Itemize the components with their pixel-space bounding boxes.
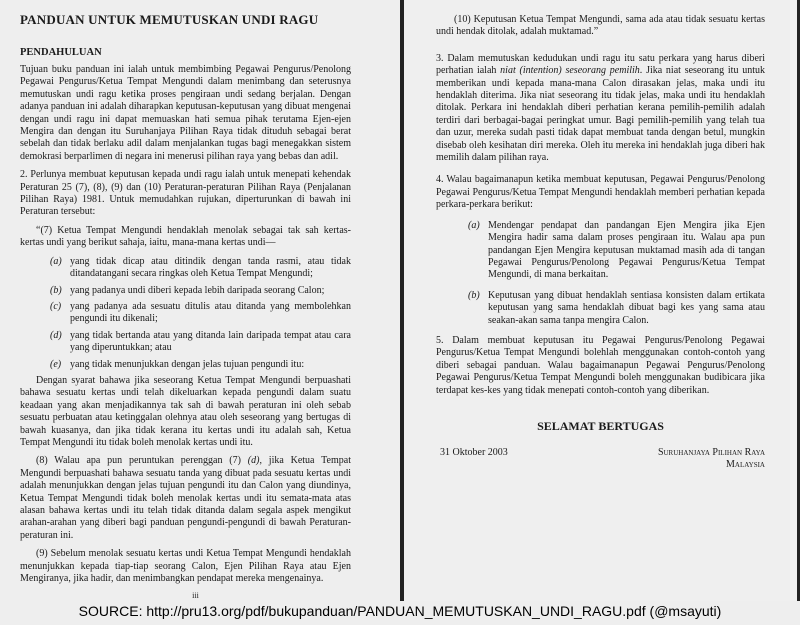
item-text: yang padanya undi diberi kepada lebih daripada seorang Calon; — [70, 284, 325, 296]
left-page — [0, 0, 400, 601]
regulation-8-ref: (d) — [247, 455, 260, 467]
regulation-7-item-a — [50, 256, 351, 281]
signatory-line-1: Suruhanjaya Pilihan Raya — [657, 446, 765, 458]
paragraph-3-text-cont: . Jika niat seseorang itu untuk memberikan undi kepada mana-mana Calon dirasakan jelas, maka undi itu hendaklah diterima. Jika niat seseorang itu tidak jelas, maka undi itu hendaklah ditolak. Perkara ini hendaklah diberi perhatian kerana pemilih-pemilih adalah terdiri dari berbagai-bagai peringkat umur. Bagi pemilih-pemilih yang telah tua dan uzur, mereka sudah pasti tidak dapat membuat tanda dengan betul, mungkin disebab oleh kesihatan diri mereka. Oleh itu mereka ini hendaklah juga diberi hak memilih dalam pilihan raya. — [436, 65, 765, 164]
paragraph-4-item-b — [468, 290, 765, 327]
page-number: iii — [192, 591, 199, 601]
regulation-10: (10) Keputusan Ketua Tempat Mengundi, sama ada atau tidak sesuatu kertas undi hendak ditolak, adalah muktamad.” — [436, 14, 765, 38]
source-caption: SOURCE: http://pru13.org/pdf/bukupanduan/PANDUAN_MEMUTUSKAN_UNDI_RAGU.pdf (@msayuti) — [78, 603, 722, 620]
section-heading: PENDAHULUAN — [20, 47, 102, 58]
item-label: (b) — [468, 289, 480, 301]
footer — [0, 601, 800, 625]
document-title: PANDUAN UNTUK MEMUTUSKAN UNDI RAGU — [20, 12, 319, 27]
item-label: (d) — [50, 329, 62, 341]
item-label: (b) — [50, 284, 62, 296]
item-text: yang tidak dicap atau ditindik dengan tanda rasmi, atau tidak ditandatangani secara ringkas oleh Ketua Tempat Mengundi; — [70, 255, 351, 280]
paragraph-1: Tujuan buku panduan ini ialah untuk membimbing Pegawai Pengurus/Penolong Pegawai Pengurus/Ketua Tempat Mengundi dalam menimbang dan seterusnya memutuskan undi ragu ketika proses pengiraan undi sedang berjalan. Dengan adanya panduan ini adalah diharapkan keputusan-keputusan yang dibuat mengenai dengan undi ragu ini dapat memuaskan hati semua pihak terutama Ejen-ejen Mengira dan dengan itu Suruhanjaya Pilihan Raya tidak dituduh sebagai berat sebelah dan tidak berlaku adil dalam menjalankan tugas bagi menegakkan sistem demokrasi berparlimen di negara ini menerusi pilihan raya yang bebas dan adil. — [20, 64, 351, 162]
signatory-line-2: Malaysia — [726, 459, 765, 471]
item-label: (a) — [468, 219, 480, 231]
regulation-8-text: (8) Walau apa pun peruntukan perenggan (7) — [36, 455, 248, 467]
regulation-8-text-cont: , jika Ketua Tempat Mengundi berpuashati bahawa sesuatu tanda yang dibuat pada sesuatu kertas undi adalah menunjukkan dengan jelas tujuan pengundi itu dan Calon yang diundinya, Ketua Tempat Mengundi tidak boleh menolak kertas undi itu semata-mata atas alasan bahawa kertas undi itu telah tidak ditanda dalam segala aspek mengikut arahan-arahan yang diberi bagi panduan pengundi-pengundi di bawah Peraturan-peraturan ini. — [20, 455, 351, 541]
paragraph-3-text: 3. Dalam memutuskan kedudukan undi ragu itu satu perkara yang harus diberi perhatian ialah — [436, 52, 765, 77]
proviso-paragraph: Dengan syarat bahawa jika seseorang Ketua Tempat Mengundi berpuashati bahawa sesuatu kertas undi telah dikeluarkan kepada pengundi dalam suatu keadaan yang akan menjadikannya tak sah di bawah peraturan ini oleh sebab sesuatu perbuatan atau ketinggalan olehnya atau oleh seseorang yang bertugas di bawah kuasanya, dan jika tidak kerana itu kertas undi itu adalah sah, Ketua Tempat Mengundi itu tidak boleh menolak kertas undi itu. — [20, 374, 351, 448]
item-label: (c) — [50, 300, 62, 312]
item-text: yang tidak menunjukkan dengan jelas tujuan pengundi itu: — [70, 358, 305, 370]
paragraph-3-emphasis: niat (intention) seseorang pemilih — [500, 65, 640, 77]
item-label: (e) — [50, 358, 62, 370]
paragraph-3 — [436, 53, 765, 165]
regulation-7-item-c — [50, 301, 351, 326]
regulation-8 — [20, 455, 351, 542]
item-text: Keputusan yang dibuat hendaklah sentiasa konsisten dalam ertikata keputusan yang sama hendaklah dibuat bagi kes yang sama atau seakan-akan sama tanpa mengira Calon. — [488, 289, 765, 326]
item-text: Mendengar pendapat dan pandangan Ejen Mengira jika Ejen Mengira hadir sama dalam proses pengiraan itu. Walau apa pun pandangan Ejen Mengira keputusan muktamad masih ada di tangan Pegawai Pengurus/Penolong Pegawai Pengurus/Ketua Tempat Mengundi, di mana berkaitan. — [488, 219, 765, 281]
regulation-7-item-d — [50, 330, 351, 355]
paragraph-4: 4. Walau bagaimanapun ketika membuat keputusan, Pegawai Pengurus/Penolong Pegawai Pengurus/Ketua Tempat Mengundi hendaklah memberi perhatian kepada perkara-perkara berikut: — [436, 174, 765, 211]
signature-block — [436, 447, 765, 472]
item-label: (a) — [50, 255, 62, 267]
item-text: yang padanya ada sesuatu ditulis atau ditanda yang membolehkan pengundi itu dikenali; — [70, 300, 351, 325]
right-page — [404, 0, 797, 601]
paragraph-2: 2. Perlunya membuat keputusan kepada undi ragu ialah untuk menepati kehendak Peraturan 25 (7), (8), (9) dan (10) Peraturan-peraturan Pilihan Raya (Penjalanan Pilihan Raya) 1981. Untuk memudahkan rujukan, diperturunkan di bawah ini Peraturan tersebut: — [20, 169, 351, 218]
paragraph-4-item-a — [468, 220, 765, 282]
item-text: yang tidak bertanda atau yang ditanda lain daripada tempat atau cara yang diperuntukkan; atau — [70, 329, 351, 354]
regulation-7-intro: “(7) Ketua Tempat Mengundi hendaklah menolak sebagai tak sah kertas-kertas undi yang berikut sahaja, iaitu, mana-mana kertas undi— — [20, 224, 351, 249]
document-date: 31 Oktober 2003 — [440, 446, 508, 458]
closing-greeting: SELAMAT BERTUGAS — [537, 418, 664, 433]
regulation-7-item-b — [50, 285, 351, 297]
regulation-9: (9) Sebelum menolak sesuatu kertas undi Ketua Tempat Mengundi hendaklah menunjukkan kepada tiap-tiap seorang Calon, Ejen Pilihan Raya atau Ejen Mengiranya, jika hadir, dan menimbangkan pendapat mereka mengenainya. — [20, 548, 351, 585]
regulation-7-item-e — [50, 359, 351, 371]
signatory — [658, 447, 765, 472]
paragraph-5: 5. Dalam membuat keputusan itu Pegawai Pengurus/Penolong Pegawai Pengurus/Ketua Tempat Mengundi bolehlah menggunakan contoh-contoh yang diberi sebagai panduan. Walau bagaimanapun Pegawai Pengurus/Penolong Pegawai Pengurus/Ketua Tempat Mengundi boleh menggunakan budibicara jika terdapat kes-kes yang tidak menepati contoh-contoh yang diberikan. — [436, 334, 765, 396]
